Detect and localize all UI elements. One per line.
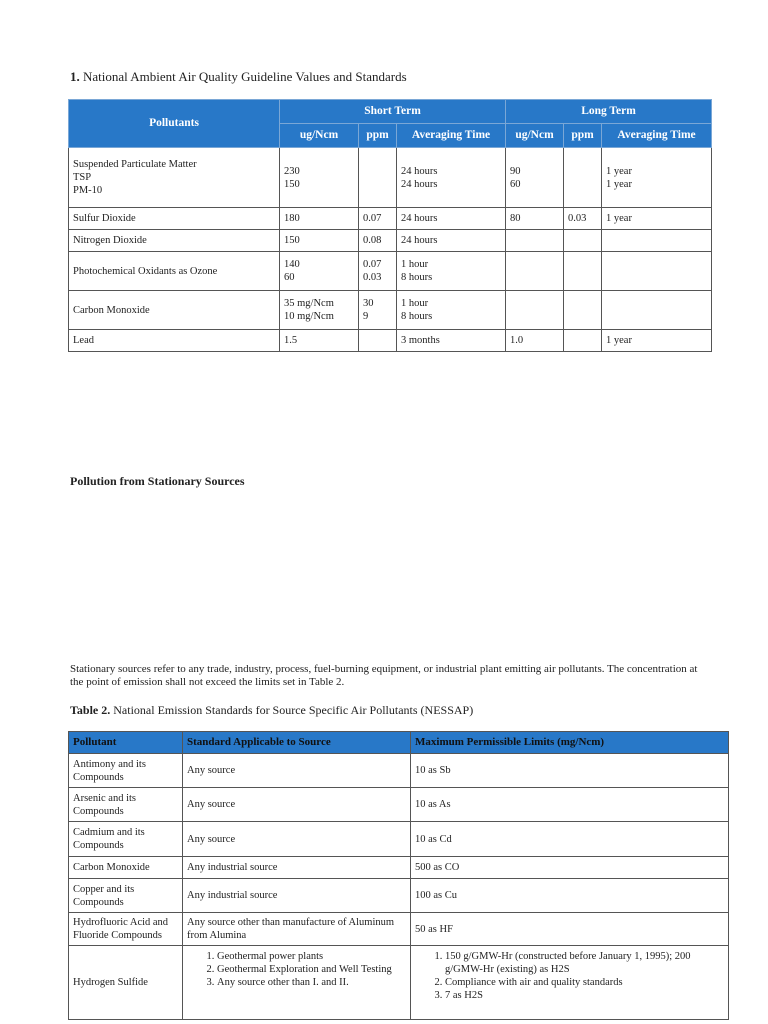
pollutant-cell: Antimony and its Compounds (69, 754, 183, 788)
limit-cell: 10 as As (411, 788, 729, 822)
header-st-averaging-time: Averaging Time (397, 124, 506, 148)
table-row (69, 788, 729, 822)
cell-line: 1 year (606, 335, 632, 346)
table-row (69, 913, 729, 946)
cell-line: 1 year (606, 165, 632, 177)
table-row (69, 754, 729, 788)
table2-caption (70, 703, 473, 718)
st-ugncm-cell (280, 330, 359, 352)
header-long-term: Long Term (506, 100, 712, 124)
lt-ppm-cell (564, 230, 602, 252)
cell-line: 24 hours (401, 178, 438, 190)
cell-line: Lead (73, 335, 94, 346)
cell-line: 90 (510, 165, 521, 177)
cell-line: 0.03 (363, 272, 382, 283)
header-limits: Maximum Permissible Limits (mg/Ncm) (411, 732, 729, 754)
list-item: 2. Compliance with air and quality standards (445, 976, 724, 989)
lt-avg-cell (602, 330, 712, 352)
source-cell: Any industrial source (183, 879, 411, 913)
pollutant-cell: Cadmium and its Compounds (69, 822, 183, 857)
cell-line: 1 year (606, 178, 632, 190)
section-title: National Ambient Air Quality Guideline Values and Standards (83, 69, 407, 84)
pollutant-cell (69, 252, 280, 291)
cell-line: Sulfur Dioxide (73, 213, 136, 224)
emission-table-body (69, 754, 729, 1020)
table-row (69, 252, 712, 291)
cell-line: 9 (363, 311, 369, 322)
cell-line: Nitrogen Dioxide (73, 235, 147, 246)
emission-standards-table (68, 731, 729, 1020)
table-row (69, 822, 729, 857)
cell-line: 1 hour (401, 259, 429, 270)
lt-ppm-cell (564, 252, 602, 291)
lt-ppm-cell (564, 208, 602, 230)
lt-avg-cell (602, 208, 712, 230)
st-ugncm-cell (280, 291, 359, 330)
st-ugncm-cell (280, 208, 359, 230)
table-row (69, 208, 712, 230)
lt-avg-cell (602, 291, 712, 330)
header-lt-ugncm: ug/Ncm (506, 124, 564, 148)
st-ppm-cell (359, 291, 397, 330)
cell-line: Photochemical Oxidants as Ozone (73, 265, 218, 277)
cell-line: 60 (284, 272, 295, 283)
cell-line: 24 hours (401, 213, 438, 224)
pollutant-cell: Hydrofluoric Acid and Fluoride Compounds (69, 913, 183, 946)
st-ugncm-cell (280, 252, 359, 291)
ambient-table-body (69, 148, 712, 352)
pollutant-cell: Copper and its Compounds (69, 879, 183, 913)
lt-ppm-cell (564, 148, 602, 208)
cell-line: 150 (284, 178, 300, 190)
cell-line: 150 (284, 235, 300, 246)
pollutant-cell (69, 230, 280, 252)
cell-line: Suspended Particulate Matter (73, 159, 197, 170)
cell-line: 0.07 (363, 213, 382, 224)
header-lt-ppm: ppm (564, 124, 602, 148)
pollutant-cell: Hydrogen Sulfide (69, 946, 183, 1020)
table2-caption-text: National Emission Standards for Source Specific Air Pollutants (NESSAP) (113, 703, 474, 717)
source-cell: Any source (183, 822, 411, 857)
lt-ppm-cell (564, 291, 602, 330)
cell-line: 10 mg/Ncm (284, 311, 334, 322)
st-avg-cell (397, 330, 506, 352)
st-ugncm-cell (280, 148, 359, 208)
table-row (69, 148, 712, 208)
st-ppm-cell (359, 230, 397, 252)
cell-line: 1.0 (510, 335, 524, 346)
pollutant-cell: Arsenic and its Compounds (69, 788, 183, 822)
cell-line: 1 hour (401, 298, 429, 309)
cell-line: 1 year (606, 213, 632, 224)
numbered-list (187, 950, 406, 989)
limit-cell: 100 as Cu (411, 879, 729, 913)
header-lt-averaging-time: Averaging Time (602, 124, 712, 148)
cell-line: 30 (363, 298, 374, 309)
header-standard: Standard Applicable to Source (183, 732, 411, 754)
header-st-ugncm: ug/Ncm (280, 124, 359, 148)
header-pollutants: Pollutants (69, 100, 280, 148)
table-row (69, 291, 712, 330)
section-heading-stationary-sources: Pollution from Stationary Sources (70, 474, 245, 488)
table-row (69, 879, 729, 913)
list-item: 1. Geothermal power plants (217, 950, 406, 963)
pollutant-cell (69, 291, 280, 330)
lt-avg-cell (602, 230, 712, 252)
pollutant-cell (69, 208, 280, 230)
lt-ugncm-cell (506, 208, 564, 230)
lt-ugncm-cell (506, 230, 564, 252)
pollutant-cell (69, 148, 280, 208)
lt-ugncm-cell (506, 291, 564, 330)
cell-line: 1.5 (284, 335, 298, 346)
lt-ugncm-cell (506, 252, 564, 291)
st-avg-cell (397, 291, 506, 330)
header-pollutant: Pollutant (69, 732, 183, 754)
cell-line: 24 hours (401, 235, 438, 246)
cell-line: 140 (284, 259, 300, 270)
source-cell: Any source other than manufacture of Aluminum from Alumina (183, 913, 411, 946)
limit-cell (411, 946, 729, 1020)
cell-line: 0.08 (363, 235, 382, 246)
list-item: 2. Geothermal Exploration and Well Testing (217, 963, 406, 976)
table-row (69, 330, 712, 352)
header-st-ppm: ppm (359, 124, 397, 148)
cell-line: PM-10 (73, 185, 103, 196)
limit-cell: 10 as Cd (411, 822, 729, 857)
source-cell: Any source (183, 788, 411, 822)
source-cell: Any source (183, 754, 411, 788)
list-item: 3. 7 as H2S (445, 989, 724, 1002)
st-ppm-cell (359, 148, 397, 208)
cell-line: 0.07 (363, 259, 382, 270)
source-cell: Any industrial source (183, 857, 411, 879)
table-row (69, 230, 712, 252)
list-item: 1. 150 g/GMW-Hr (constructed before January 1, 1995); 200 g/GMW-Hr (existing) as H2S (445, 950, 724, 976)
limit-cell: 50 as HF (411, 913, 729, 946)
cell-line: 60 (510, 178, 521, 190)
st-avg-cell (397, 148, 506, 208)
section-heading-ambient-air (70, 69, 407, 85)
st-avg-cell (397, 230, 506, 252)
pollutant-cell: Carbon Monoxide (69, 857, 183, 879)
header-short-term: Short Term (280, 100, 506, 124)
st-avg-cell (397, 208, 506, 230)
st-ppm-cell (359, 208, 397, 230)
cell-line: 35 mg/Ncm (284, 298, 334, 309)
cell-line: 8 hours (401, 311, 433, 322)
section-number: 1. (70, 69, 80, 84)
table-row (69, 857, 729, 879)
list-item: 3. Any source other than I. and II. (217, 976, 406, 989)
numbered-list (415, 950, 724, 1002)
cell-line: Carbon Monoxide (73, 304, 150, 316)
source-cell (183, 946, 411, 1020)
cell-line: 3 months (401, 335, 440, 346)
lt-ppm-cell (564, 330, 602, 352)
lt-avg-cell (602, 148, 712, 208)
cell-line: 8 hours (401, 272, 433, 283)
lt-ugncm-cell (506, 148, 564, 208)
st-ugncm-cell (280, 230, 359, 252)
pollutant-cell (69, 330, 280, 352)
st-ppm-cell (359, 252, 397, 291)
cell-line: TSP (73, 172, 92, 183)
ambient-air-standards-table (68, 99, 712, 352)
table2-caption-label: Table 2. (70, 703, 111, 717)
stationary-sources-paragraph: Stationary sources refer to any trade, industry, process, fuel-burning equipment, or industrial plant emitting air pollutants. The concentration at the point of emission shall not exceed the limits set in Table 2. (70, 663, 698, 688)
st-ppm-cell (359, 330, 397, 352)
limit-cell: 10 as Sb (411, 754, 729, 788)
limit-cell: 500 as CO (411, 857, 729, 879)
cell-line: 24 hours (401, 165, 438, 177)
table-row (69, 946, 729, 1020)
st-avg-cell (397, 252, 506, 291)
lt-ugncm-cell (506, 330, 564, 352)
cell-line: 80 (510, 213, 521, 224)
lt-avg-cell (602, 252, 712, 291)
cell-line: 230 (284, 165, 300, 177)
cell-line: 180 (284, 213, 300, 224)
cell-line: 0.03 (568, 213, 587, 224)
